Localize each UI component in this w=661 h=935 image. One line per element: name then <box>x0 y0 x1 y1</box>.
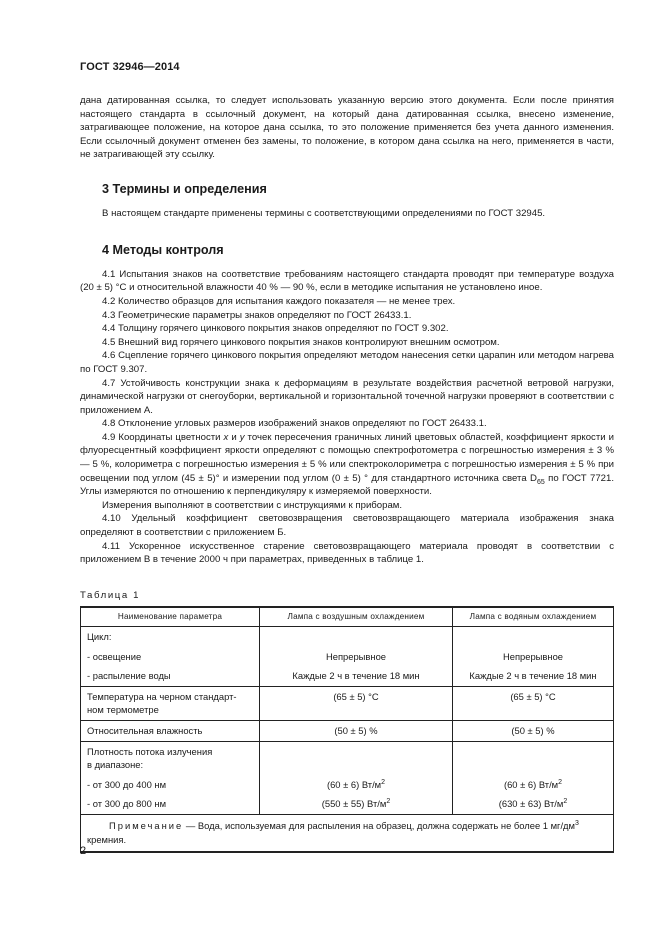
paragraph-4-7: 4.7 Устойчивость конструкции знака к деформациям в результате воздействия расчетной ветровой нагрузки, динамической нагрузки от снегоуборки, вертикальной и горизонтальной точечной нагрузки проверяют в соответствии с приложением А. <box>80 377 614 416</box>
paragraph-4-8: 4.8 Отклонение угловых размеров изображений знаков определяют по ГОСТ 26433.1. <box>102 418 487 430</box>
document-body <box>80 94 614 853</box>
flux-range-1-label: - от 300 до 400 нм <box>87 778 167 790</box>
paragraph-4-2: 4.2 Количество образцов для испытания каждого показателя — не менее трех. <box>102 295 456 307</box>
flux-range-2-label: - от 300 до 800 нм <box>87 798 167 810</box>
table-note <box>81 814 614 852</box>
cycle-spray-label: - распыление воды <box>87 670 171 682</box>
cycle-lighting-air: Непрерывное <box>325 650 387 662</box>
paragraph-4-9-measurements: Измерения выполняют в соответствии с инструкциями к приборам. <box>102 499 403 511</box>
paragraph-4-4: 4.4 Толщину горячего цинкового покрытия знаков определяют по ГОСТ 9.302. <box>102 323 449 335</box>
page-number: 2 <box>80 845 87 857</box>
table-row-cycle <box>81 627 614 687</box>
paragraph-4-5: 4.5 Внешний вид горячего цинкового покрытия знаков контролируют внешним осмотром. <box>102 336 500 348</box>
flux-range-2-water: (630 ± 63) $Вт/м^2$ <box>498 798 568 810</box>
p49-part-d: по ГОСТ 7721. Углы измеряются по отношению к перпендикуляру к измеряемой поверхности. <box>80 472 615 498</box>
p49-part-c: точек пересечения граничных линий цветовых областей, коэффициент яркости и флуоресцентный коэффициент яркости определяют с помощью спектрофотометра с погрешностью измерения ± 3 % — 5 %, колориметра с погрешностью измерения ± 5 % или спектроколориметра с погрешностью измерения ± 5 % при освещении под углом (45 ± 5)° и измерении под углом (0 ± 5) ° для стандартного источника света D <box>80 431 614 484</box>
flux-range-2-air: (550 ± 55) $Вт/м^2$ <box>321 798 391 810</box>
p49-subscript: 65 <box>536 478 545 486</box>
flux-label-line2: в диапазоне: <box>87 759 144 771</box>
note-label: Примечание <box>109 819 184 831</box>
p49-x: х <box>223 431 229 443</box>
p49-part-a: 4.9 Координаты цветности <box>102 431 224 443</box>
standard-header: ГОСТ 32946—2014 <box>80 61 180 73</box>
cycle-spray-water: Каждые 2 ч в течение 18 мин <box>469 670 597 682</box>
humidity-air: (50 ± 5) % <box>260 720 453 741</box>
paragraph-4-9 <box>80 431 614 499</box>
header-parameter: Наименование параметра <box>81 607 260 626</box>
humidity-label: Относительная влажность <box>81 720 260 741</box>
header-air-cooled: Лампа с воздушным охлаждением <box>260 607 453 626</box>
parameters-table <box>80 606 614 853</box>
flux-range-1-water: (60 ± 6) $Вт/м^2$ <box>503 778 563 790</box>
note-text: — Вода, используемая для распыления на образец, должна содержать не более 1 мг/дм <box>183 819 575 831</box>
temperature-label-line2: ном термометре <box>87 704 159 716</box>
cycle-spray-air: Каждые 2 ч в течение 18 мин <box>292 670 420 682</box>
paragraph-4-11: 4.11 Ускоренное искусственное старение световозвращающего материала проводят в соответствии с приложением В в течение 2000 ч при параметрах, приведенных в таблице 1. <box>80 540 614 566</box>
paragraph-4-3: 4.3 Геометрические параметры знаков определяют по ГОСТ 26433.1. <box>102 309 412 321</box>
section-4-title: 4 Методы контроля <box>102 243 224 258</box>
humidity-water: (50 ± 5) % <box>453 720 614 741</box>
cycle-label: Цикл: <box>87 631 112 642</box>
p49-part-b: и <box>228 431 240 443</box>
table-header-row <box>81 607 614 626</box>
section-3-title: 3 Термины и определения <box>102 181 267 196</box>
paragraph-4-1: 4.1 Испытания знаков на соответствие требованиям настоящего стандарта проводят при температуре воздуха (20 ± 5) °С и относительной влажности 40 % — 90 %, если в методике испытания не установлено иное. <box>80 268 614 294</box>
table-caption: Таблица 1 <box>80 589 141 601</box>
paragraph-4-10: 4.10 Удельный коэффициент световозвращения световозвращающего материала изображения знака определяют в соответствии с приложением Б. <box>80 513 614 539</box>
temperature-air: (65 ± 5) °С <box>260 686 453 720</box>
p49-y: у <box>239 431 245 443</box>
cycle-lighting-water: Непрерывное <box>502 650 564 662</box>
table-row-humidity <box>81 720 614 741</box>
header-water-cooled: Лампа с водяным охлаждением <box>453 607 614 626</box>
flux-range-1-air: (60 ± 6) $Вт/м^2$ <box>326 778 386 790</box>
section-3-text: В настоящем стандарте применены термины с соответствующими определениями по ГОСТ 32945. <box>102 207 546 219</box>
note-text-end: кремния. <box>87 833 127 845</box>
temperature-water: (65 ± 5) °С <box>453 686 614 720</box>
flux-label-line1: Плотность потока излучения <box>87 745 213 757</box>
cycle-lighting-label: - освещение <box>87 650 142 662</box>
table-row-flux <box>81 741 614 814</box>
temperature-label-line1: Температура на черном стандарт- <box>87 690 237 702</box>
note-exponent: 3 <box>574 819 579 827</box>
intro-paragraph: дана датированная ссылка, то следует использовать указанную версию этого документа. Если после принятия настоящего стандарта в ссылочный документ, на который дана датированная ссылка, внесено изменение, затрагивающее положение, на которое дана ссылка, то это положение применяется без учета данного изменения. Если ссылочный документ отменен без замены, то положение, в котором дана ссылка на него, применяется в части, не затрагивающей эту ссылку. <box>80 95 614 161</box>
table-row-temperature <box>81 686 614 720</box>
paragraph-4-6: 4.6 Сцепление горячего цинкового покрытия определяют методом нанесения сетки царапин или методом нагрева по ГОСТ 9.307. <box>80 350 614 375</box>
table-note-row <box>81 814 614 852</box>
